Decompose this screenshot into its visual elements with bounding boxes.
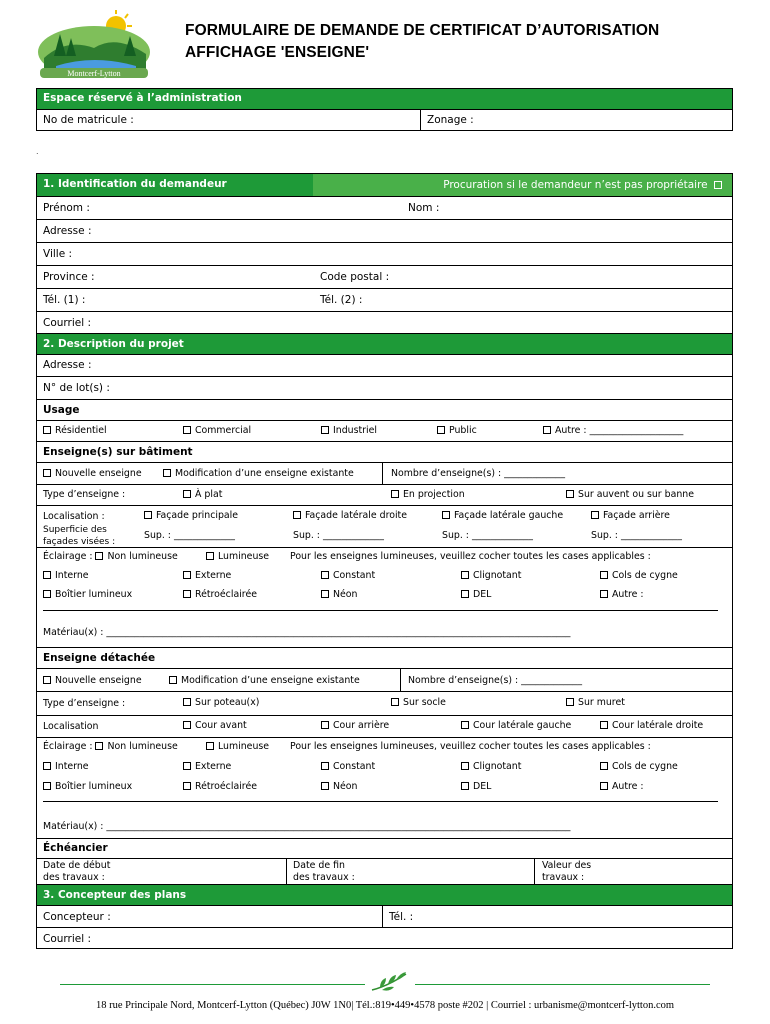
valeur-travaux-field[interactable]: Valeur des travaux : [542, 860, 592, 883]
echeancier-heading: Échéancier [43, 842, 108, 854]
prenom-field[interactable]: Prénom : [43, 202, 90, 214]
batiment-materiaux-field[interactable]: Matériau(x) : ___________________________________________________________________________________________________ [43, 627, 571, 638]
ecl-neon-checkbox[interactable]: Néon [321, 589, 357, 600]
footer-address: 18 rue Principale Nord, Montcerf-Lytton (Québec) J0W 1N0| Tél.:819•449•4578 poste #202 | Courriel : urbanisme@montcerf-lytton.com [95, 1000, 675, 1011]
type-auvent-checkbox[interactable]: Sur auvent ou sur banne [566, 489, 694, 500]
eclairage-instruction: Pour les enseignes lumineuses, veuillez cocher toutes les cases applicables : [290, 551, 651, 562]
ecl-autre-line [43, 610, 718, 611]
ecl-autre-checkbox[interactable]: Autre : [600, 589, 644, 600]
usage-options [37, 420, 732, 441]
ecl-boitier-checkbox[interactable]: Boîtier lumineux [43, 589, 132, 600]
batiment-heading: Enseigne(s) sur bâtiment [43, 446, 193, 458]
concepteur-field[interactable]: Concepteur : [43, 911, 111, 923]
date-fin-field[interactable]: Date de fin des travaux : [293, 860, 355, 883]
cour-laterale-gauche-checkbox[interactable]: Cour latérale gauche [461, 720, 571, 731]
nom-field[interactable]: Nom : [408, 202, 440, 214]
batiment-nombre-field[interactable]: Nombre d’enseigne(s) : _____________ [391, 468, 566, 479]
eclairage2-label: Éclairage : Non lumineuse [43, 741, 178, 752]
admin-header [37, 89, 732, 109]
detachee-heading: Enseigne détachée [43, 652, 156, 664]
detachee-materiaux-field[interactable]: Matériau(x) : ___________________________________________________________________________________________________ [43, 821, 571, 832]
sup-laterale-gauche-field[interactable]: Sup. : _____________ [442, 530, 533, 541]
batiment-modification-checkbox[interactable]: Modification d’une enseigne existante [163, 468, 354, 479]
ecl-externe-checkbox[interactable]: Externe [183, 570, 231, 581]
usage-commercial-checkbox[interactable]: Commercial [183, 425, 251, 436]
eclairage-detachee-block [37, 737, 732, 838]
superficie-label: Superficie des façades visées : [43, 525, 116, 547]
eclairage2-lumineuse-checkbox[interactable]: Lumineuse [206, 741, 269, 752]
sup-laterale-droite-field[interactable]: Sup. : _____________ [293, 530, 384, 541]
type-projection-checkbox[interactable]: En projection [391, 489, 465, 500]
type-poteaux-checkbox[interactable]: Sur poteau(x) [183, 697, 259, 708]
concepteur-courriel-field[interactable]: Courriel : [43, 933, 92, 945]
procuration-checkbox[interactable]: Procuration si le demandeur n’est pas propriétaire [443, 179, 726, 191]
admin-section [36, 88, 733, 131]
eclairage-label: Éclairage : Non lumineuse [43, 551, 178, 562]
ecl-del-checkbox[interactable]: DEL [461, 589, 491, 600]
section-3-heading: 3. Concepteur des plans [43, 889, 187, 901]
loc-laterale-droite-checkbox[interactable]: Façade latérale droite [293, 510, 407, 521]
loc-principale-checkbox[interactable]: Façade principale [144, 510, 238, 521]
detachee-modification-checkbox[interactable]: Modification d’une enseigne existante [169, 675, 360, 686]
ecl2-autre-line [43, 801, 718, 802]
code-postal-field[interactable]: Code postal : [320, 271, 390, 283]
lots-field[interactable]: N° de lot(s) : [43, 382, 110, 394]
page-title [185, 20, 659, 64]
ecl2-neon-checkbox[interactable]: Néon [321, 781, 357, 792]
sup-arriere-field[interactable]: Sup. : _____________ [591, 530, 682, 541]
usage-autre-checkbox[interactable]: Autre : ____________________ [543, 425, 683, 436]
type-muret-checkbox[interactable]: Sur muret [566, 697, 625, 708]
matricule-field[interactable]: No de matricule : [43, 114, 134, 126]
batiment-nouvelle-checkbox[interactable]: Nouvelle enseigne [43, 468, 142, 479]
ecl2-boitier-checkbox[interactable]: Boîtier lumineux [43, 781, 132, 792]
section-1-header [37, 174, 732, 196]
detachee-nombre-field[interactable]: Nombre d’enseigne(s) : _____________ [408, 675, 583, 686]
main-form [36, 173, 733, 949]
ecl2-externe-checkbox[interactable]: Externe [183, 761, 231, 772]
concepteur-tel-field[interactable]: Tél. : [389, 911, 414, 923]
section-2-header [37, 333, 732, 354]
admin-heading: Espace réservé à l’administration [43, 92, 242, 104]
ecl2-cols-cygne-checkbox[interactable]: Cols de cygne [600, 761, 678, 772]
ecl2-retroeclairee-checkbox[interactable]: Rétroéclairée [183, 781, 257, 792]
cour-avant-checkbox[interactable]: Cour avant [183, 720, 247, 731]
ecl2-del-checkbox[interactable]: DEL [461, 781, 491, 792]
eclairage2-instruction: Pour les enseignes lumineuses, veuillez cocher toutes les cases applicables : [290, 741, 651, 752]
ecl-retroeclairee-checkbox[interactable]: Rétroéclairée [183, 589, 257, 600]
courriel-field[interactable]: Courriel : [43, 317, 92, 329]
title-line-2: AFFICHAGE 'ENSEIGNE' [185, 44, 370, 61]
loc-laterale-gauche-checkbox[interactable]: Façade latérale gauche [442, 510, 563, 521]
loc-arriere-checkbox[interactable]: Façade arrière [591, 510, 670, 521]
ville-field[interactable]: Ville : [43, 248, 73, 260]
usage-public-checkbox[interactable]: Public [437, 425, 477, 436]
section-1-heading: 1. Identification du demandeur [43, 178, 227, 190]
date-debut-field[interactable]: Date de début des travaux : [43, 860, 111, 883]
usage-label: Usage [43, 404, 80, 416]
footer-divider-right [415, 984, 710, 985]
ecl-clignotant-checkbox[interactable]: Clignotant [461, 570, 521, 581]
cour-arriere-checkbox[interactable]: Cour arrière [321, 720, 389, 731]
footer-divider-left [60, 984, 365, 985]
usage-industriel-checkbox[interactable]: Industriel [321, 425, 377, 436]
municipality-logo [36, 10, 154, 80]
type-socle-checkbox[interactable]: Sur socle [391, 697, 446, 708]
section-3-header [37, 884, 732, 905]
section-2-heading: 2. Description du projet [43, 338, 184, 350]
leaf-icon [368, 970, 413, 995]
ecl2-constant-checkbox[interactable]: Constant [321, 761, 375, 772]
ecl2-clignotant-checkbox[interactable]: Clignotant [461, 761, 521, 772]
zonage-field[interactable]: Zonage : [427, 114, 474, 126]
sup-principale-field[interactable]: Sup. : _____________ [144, 530, 235, 541]
localisation2-label: Localisation [43, 721, 99, 732]
eclairage-lumineuse-checkbox[interactable]: Lumineuse [206, 551, 269, 562]
ecl2-interne-checkbox[interactable]: Interne [43, 761, 89, 772]
detachee-type-label: Type d’enseigne : [43, 698, 126, 709]
tel2-field[interactable]: Tél. (2) : [320, 294, 363, 306]
province-field[interactable]: Province : [43, 271, 95, 283]
projet-adresse-field[interactable]: Adresse : [43, 359, 92, 371]
logo-text: Montcerf-Lytton [67, 69, 121, 78]
separator-dot: . [36, 147, 39, 156]
ecl-interne-checkbox[interactable]: Interne [43, 570, 89, 581]
eclairage-batiment-block [37, 547, 732, 647]
detachee-nouvelle-checkbox[interactable]: Nouvelle enseigne [43, 675, 142, 686]
adresse-field[interactable]: Adresse : [43, 225, 92, 237]
usage-residentiel-checkbox[interactable]: Résidentiel [43, 425, 107, 436]
localisation-label: Localisation : [43, 511, 105, 522]
cour-laterale-droite-checkbox[interactable]: Cour latérale droite [600, 720, 703, 731]
type-a-plat-checkbox[interactable]: À plat [183, 489, 222, 500]
tel1-field[interactable]: Tél. (1) : [43, 294, 86, 306]
title-line-1: FORMULAIRE DE DEMANDE DE CERTIFICAT D’AUTORISATION [185, 22, 660, 39]
ecl2-autre-checkbox[interactable]: Autre : [600, 781, 644, 792]
ecl-cols-cygne-checkbox[interactable]: Cols de cygne [600, 570, 678, 581]
ecl-constant-checkbox[interactable]: Constant [321, 570, 375, 581]
batiment-type-label: Type d’enseigne : [43, 489, 126, 500]
